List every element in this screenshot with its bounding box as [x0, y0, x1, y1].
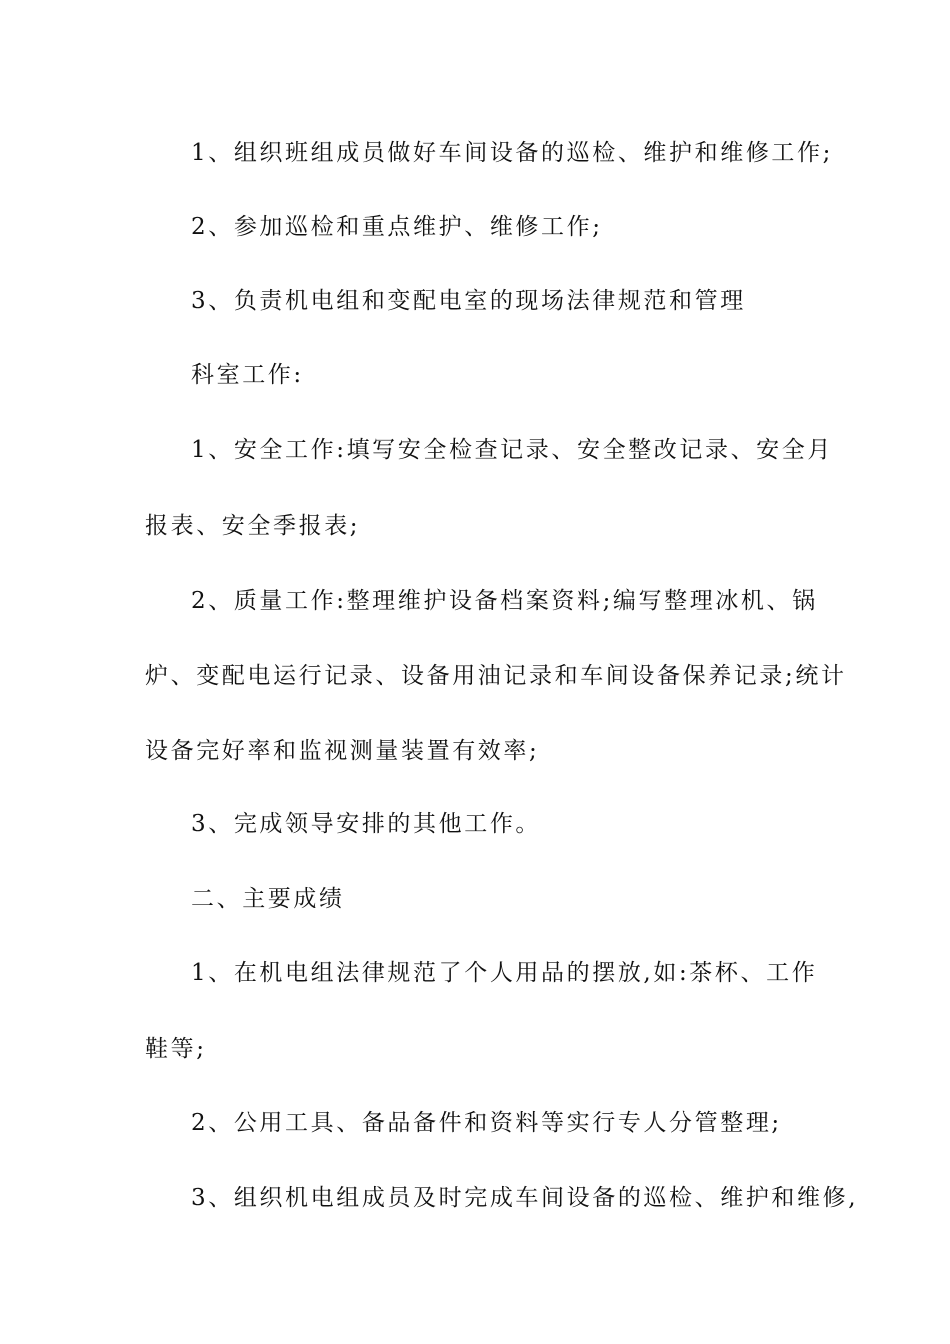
paragraph-line: 3、负责机电组和变配电室的现场法律规范和管理 — [191, 288, 746, 314]
paragraph-line: 1、安全工作:填写安全检查记录、安全整改记录、安全月 — [191, 437, 833, 463]
paragraph-line: 鞋等; — [145, 1036, 207, 1062]
paragraph-line: 2、质量工作:整理维护设备档案资料;编写整理冰机、锅 — [191, 588, 818, 614]
paragraph-line: 3、组织机电组成员及时完成车间设备的巡检、维护和维修, — [191, 1185, 859, 1211]
paragraph-line: 2、公用工具、备品备件和资料等实行专人分管整理; — [191, 1110, 782, 1136]
paragraph-line: 3、完成领导安排的其他工作。 — [191, 811, 542, 837]
paragraph-line: 科室工作: — [191, 362, 304, 388]
paragraph-line: 1、在机电组法律规范了个人用品的摆放,如:茶杯、工作 — [191, 960, 818, 986]
paragraph-line: 设备完好率和监视测量装置有效率; — [145, 738, 540, 764]
paragraph-line: 炉、变配电运行记录、设备用油记录和车间设备保养记录;统计 — [145, 663, 847, 689]
section-heading: 二、主要成绩 — [191, 886, 345, 912]
paragraph-line: 2、参加巡检和重点维护、维修工作; — [191, 214, 603, 240]
paragraph-line: 1、组织班组成员做好车间设备的巡检、维护和维修工作; — [191, 140, 833, 166]
paragraph-line: 报表、安全季报表; — [145, 513, 361, 539]
